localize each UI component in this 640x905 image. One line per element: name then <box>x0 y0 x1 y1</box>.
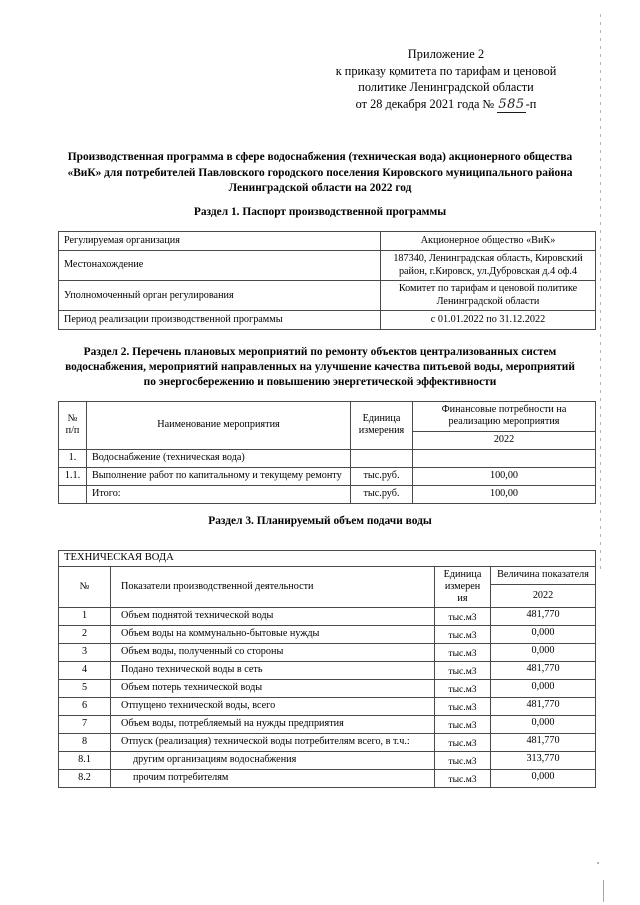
measures-total-label: Итого: <box>87 485 351 503</box>
volumes-header-value <box>491 567 596 608</box>
volumes-row-value: 481,770 <box>491 734 596 752</box>
volumes-row-number: 7 <box>59 716 111 734</box>
volumes-header-value-label: Величина показателя <box>491 567 595 584</box>
table-row <box>59 232 596 251</box>
section-3-title: Раздел 3. Планируемый объем подачи воды <box>208 515 432 527</box>
table-header-row <box>59 402 596 432</box>
volumes-row-number: 2 <box>59 626 111 644</box>
volumes-row-number: 3 <box>59 644 111 662</box>
table-header-row <box>59 567 596 608</box>
volumes-row-value: 481,770 <box>491 662 596 680</box>
order-number-handwritten: 585 <box>498 96 525 112</box>
volumes-row-unit: тыс.м3 <box>435 734 491 752</box>
measures-row-value: 100,00 <box>413 467 596 485</box>
volumes-row-unit: тыс.м3 <box>435 680 491 698</box>
table-row <box>59 770 596 788</box>
table-row-total <box>59 485 596 503</box>
measures-total-unit: тыс.руб. <box>351 485 413 503</box>
table-row <box>59 716 596 734</box>
appendix-number: Приложение 2 <box>407 47 485 61</box>
measures-row-value <box>413 449 596 467</box>
page-title: Производственная программа в сфере водоснабжения (техническая вода) акционерного общества «ВиК» для потребителей Павловского городского поселения Кировского муниципального района Ленинградской области на 2022 год <box>67 151 573 195</box>
measures-header-finance: Финансовые потребности на реализацию мероприятия <box>413 402 596 432</box>
order-number-suffix: -п <box>525 96 537 111</box>
order-reference-line-2: политике Ленинградской области <box>358 80 534 94</box>
order-reference-line-1: к приказу комитета по тарифам и ценовой <box>335 63 557 78</box>
passport-label-period: Период реализации производственной программы <box>59 311 381 330</box>
volumes-header-number: № <box>59 567 111 608</box>
table-row <box>59 752 596 770</box>
volumes-caption-row <box>59 551 596 567</box>
volumes-row-name: Объем воды, потребляемый на нужды предприятия <box>111 716 435 734</box>
table-row <box>59 467 596 485</box>
document-header <box>300 46 592 113</box>
table-row <box>59 449 596 467</box>
volumes-row-unit: тыс.м3 <box>435 626 491 644</box>
volumes-row-value: 481,770 <box>491 608 596 626</box>
volumes-row-name: прочим потребителям <box>111 770 435 788</box>
volumes-row-name: Объем воды, полученный со стороны <box>111 644 435 662</box>
volumes-row-name: Объем потерь технической воды <box>111 680 435 698</box>
passport-value-regulator: Комитет по тарифам и ценовой политике Ленинградской области <box>381 281 596 311</box>
scan-speck <box>597 862 599 864</box>
volumes-row-name: Объем поднятой технической воды <box>111 608 435 626</box>
volumes-header-name: Показатели производственной деятельности <box>111 567 435 608</box>
table-row <box>59 311 596 330</box>
table-row <box>59 251 596 281</box>
volumes-row-number: 8 <box>59 734 111 752</box>
volumes-row-name: Объем воды на коммунально-бытовые нужды <box>111 626 435 644</box>
volumes-row-number: 1 <box>59 608 111 626</box>
volumes-row-name: Отпущено технической воды, всего <box>111 698 435 716</box>
volumes-row-value: 0,000 <box>491 626 596 644</box>
passport-label-location: Местонахождение <box>59 251 381 281</box>
table-row <box>59 626 596 644</box>
volumes-row-value: 481,770 <box>491 698 596 716</box>
volumes-row-value: 0,000 <box>491 716 596 734</box>
volumes-row-unit: тыс.м3 <box>435 644 491 662</box>
volumes-row-unit: тыс.м3 <box>435 716 491 734</box>
passport-value-period: с 01.01.2022 по 31.12.2022 <box>381 311 596 330</box>
passport-table <box>58 231 596 330</box>
volumes-table-caption: ТЕХНИЧЕСКАЯ ВОДА <box>59 551 596 567</box>
table-row <box>59 281 596 311</box>
passport-label-regulator: Уполномоченный орган регулирования <box>59 281 381 311</box>
volumes-row-number: 8.1 <box>59 752 111 770</box>
measures-header-number: № п/п <box>59 402 87 450</box>
volumes-row-name: другим организациям водоснабжения <box>111 752 435 770</box>
measures-total-number <box>59 485 87 503</box>
volumes-row-unit: тыс.м3 <box>435 608 491 626</box>
section-1-title: Раздел 1. Паспорт производственной программы <box>193 206 447 218</box>
table-row <box>59 698 596 716</box>
volumes-header-unit: Единица измерен ия <box>435 567 491 608</box>
measures-header-unit: Единица измерения <box>351 402 413 450</box>
volumes-row-value: 0,000 <box>491 770 596 788</box>
volumes-row-number: 4 <box>59 662 111 680</box>
scan-edge-artifact <box>600 14 601 574</box>
measures-row-number: 1.1. <box>59 467 87 485</box>
volumes-row-value: 0,000 <box>491 644 596 662</box>
volumes-row-unit: тыс.м3 <box>435 752 491 770</box>
measures-row-name: Выполнение работ по капитальному и текущему ремонту <box>87 467 351 485</box>
table-row <box>59 662 596 680</box>
table-row <box>59 680 596 698</box>
passport-value-organization: Акционерное общество «ВиК» <box>381 232 596 251</box>
measures-total-value: 100,00 <box>413 485 596 503</box>
volumes-row-number: 5 <box>59 680 111 698</box>
volumes-row-value: 0,000 <box>491 680 596 698</box>
volumes-row-value: 313,770 <box>491 752 596 770</box>
volumes-header-year: 2022 <box>532 589 554 601</box>
measures-header-year: 2022 <box>413 431 596 449</box>
measures-row-number: 1. <box>59 449 87 467</box>
measures-row-name: Водоснабжение (техническая вода) <box>87 449 351 467</box>
scan-edge-artifact-lower <box>603 880 604 902</box>
volumes-table <box>58 550 596 788</box>
volumes-row-name: Отпуск (реализация) технической воды потребителям всего, в т.ч.: <box>111 734 435 752</box>
order-date-line <box>300 96 592 114</box>
passport-value-location: 187340, Ленинградская область, Кировский район, г.Кировск, ул.Дубровская д.4 оф.4 <box>381 251 596 281</box>
measures-row-unit <box>351 449 413 467</box>
volumes-row-unit: тыс.м3 <box>435 770 491 788</box>
volumes-row-number: 8.2 <box>59 770 111 788</box>
table-row <box>59 734 596 752</box>
volumes-row-number: 6 <box>59 698 111 716</box>
passport-label-organization: Регулируемая организация <box>59 232 381 251</box>
section-2-title: Раздел 2. Перечень плановых мероприятий по ремонту объектов централизованных систем водоснабжения, мероприятий направленных на улучшение качества питьевой воды, мероприятий по энергосбережению и повышению энергетической эффективности <box>65 346 575 388</box>
table-row <box>59 608 596 626</box>
volumes-row-unit: тыс.м3 <box>435 662 491 680</box>
order-date-text: от 28 декабря 2021 года № <box>355 96 498 111</box>
volumes-row-unit: тыс.м3 <box>435 698 491 716</box>
table-row <box>59 644 596 662</box>
volumes-row-name: Подано технической воды в сеть <box>111 662 435 680</box>
measures-row-unit: тыс.руб. <box>351 467 413 485</box>
measures-header-name: Наименование мероприятия <box>87 402 351 450</box>
measures-table <box>58 401 596 504</box>
